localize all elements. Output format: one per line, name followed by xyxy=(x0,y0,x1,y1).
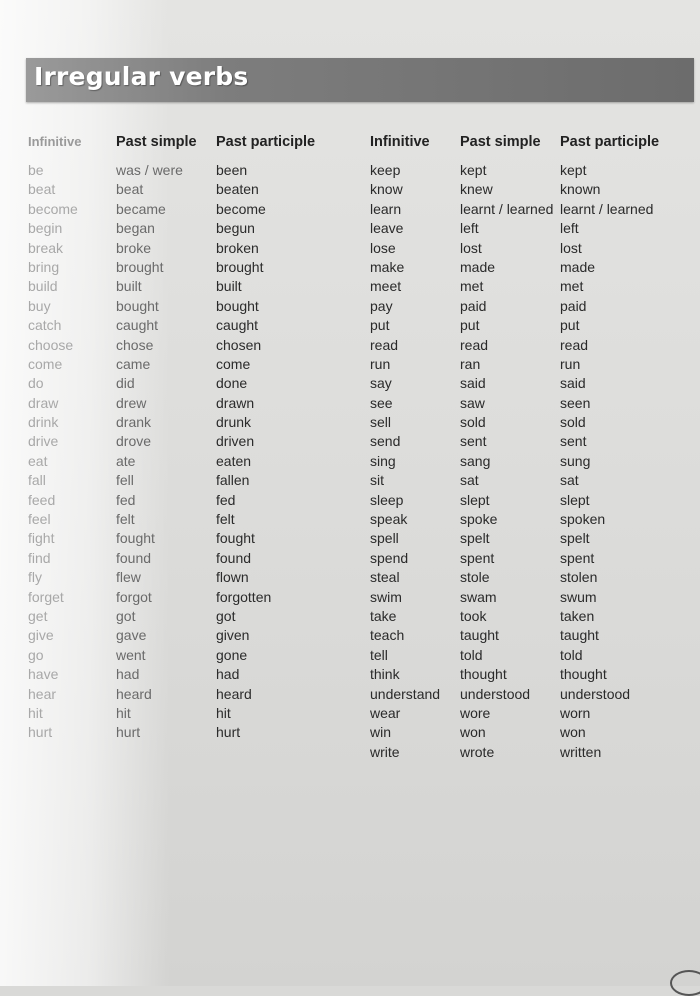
verb-past-participle: run xyxy=(560,355,581,372)
verb-past-participle: slept xyxy=(560,491,590,508)
verb-past-simple: felt xyxy=(116,511,135,528)
verb-past-participle: thought xyxy=(560,666,607,683)
table-row xyxy=(370,472,690,491)
verb-past-participle: seen xyxy=(560,394,591,411)
verb-past-simple: drew xyxy=(116,394,147,411)
table-row xyxy=(28,201,348,220)
table-row xyxy=(370,201,690,220)
table-row xyxy=(370,724,690,743)
verb-past-simple: heard xyxy=(116,685,152,702)
table-row xyxy=(370,686,690,705)
table-row xyxy=(370,259,690,278)
table-row xyxy=(28,686,348,705)
verb-past-participle: flown xyxy=(216,569,249,586)
table-row xyxy=(28,317,348,336)
verb-past-simple: bought xyxy=(116,297,159,314)
table-row xyxy=(28,278,348,297)
table-row xyxy=(28,453,348,472)
verb-past-participle: lost xyxy=(560,239,582,256)
verb-infinitive: buy xyxy=(28,297,51,314)
verb-past-simple: built xyxy=(116,278,142,295)
verb-past-simple: fell xyxy=(116,472,134,489)
verb-past-participle: kept xyxy=(560,162,587,178)
verb-infinitive: catch xyxy=(28,317,62,334)
verb-past-participle: brought xyxy=(216,258,264,275)
header-past-participle: Past participle xyxy=(560,134,660,150)
verb-infinitive: speak xyxy=(370,511,408,528)
verb-past-simple: learnt / learned xyxy=(460,200,554,217)
verb-past-participle: driven xyxy=(216,433,255,450)
verb-past-simple: stole xyxy=(460,569,490,586)
verb-past-simple: hit xyxy=(116,704,131,721)
verb-past-simple: wore xyxy=(460,704,491,721)
verb-infinitive: lose xyxy=(370,239,396,256)
table-row xyxy=(28,414,348,433)
verb-past-simple: broke xyxy=(116,239,152,256)
verb-past-simple: found xyxy=(116,549,152,566)
verb-infinitive: leave xyxy=(370,220,404,237)
verb-infinitive: put xyxy=(370,317,390,334)
verb-infinitive: sit xyxy=(370,472,384,489)
verb-past-simple: began xyxy=(116,220,155,237)
table-row xyxy=(370,511,690,530)
table-row xyxy=(370,647,690,666)
table-row xyxy=(370,550,690,569)
verb-infinitive: beat xyxy=(28,181,56,198)
verb-infinitive: drink xyxy=(28,414,59,431)
verb-infinitive: run xyxy=(370,355,391,372)
verb-past-simple: caught xyxy=(116,317,159,334)
verb-infinitive: find xyxy=(28,549,51,566)
table-row xyxy=(28,492,348,511)
verb-past-simple: thought xyxy=(460,666,507,683)
table-row xyxy=(370,453,690,472)
verb-past-participle: said xyxy=(560,375,586,392)
table-row xyxy=(370,608,690,627)
table-row xyxy=(28,181,348,200)
verb-past-participle: hit xyxy=(216,704,231,721)
page-number-badge xyxy=(670,970,700,996)
verb-past-simple: came xyxy=(116,355,151,372)
verb-past-simple: read xyxy=(460,336,489,353)
verb-past-participle: sat xyxy=(560,472,579,489)
verb-past-simple: slept xyxy=(460,491,490,508)
verb-past-simple: lost xyxy=(460,239,482,256)
verb-past-participle: spent xyxy=(560,549,595,566)
table-row xyxy=(28,356,348,375)
title-banner xyxy=(26,58,694,102)
verb-infinitive: go xyxy=(28,646,44,663)
table-row xyxy=(370,337,690,356)
verb-past-simple: ran xyxy=(460,355,481,372)
verb-past-participle: given xyxy=(216,627,250,644)
table-row xyxy=(28,375,348,394)
verb-infinitive: spell xyxy=(370,530,399,547)
verb-infinitive: fly xyxy=(28,569,42,586)
verb-infinitive: draw xyxy=(28,394,59,411)
verb-past-simple: kept xyxy=(460,162,487,178)
table-row xyxy=(370,414,690,433)
verb-past-participle: spoken xyxy=(560,511,606,528)
verb-past-simple: got xyxy=(116,607,136,624)
verb-infinitive: win xyxy=(370,724,392,741)
verb-past-simple: ate xyxy=(116,452,136,469)
verb-past-simple: taught xyxy=(460,627,499,644)
verb-infinitive: feed xyxy=(28,491,56,508)
header-past-simple: Past simple xyxy=(116,134,197,150)
verb-past-participle: got xyxy=(216,607,236,624)
verb-past-simple: fought xyxy=(116,530,155,547)
header-past-participle: Past participle xyxy=(216,134,316,150)
verb-infinitive: forget xyxy=(28,588,64,605)
verb-infinitive: give xyxy=(28,627,54,644)
verb-past-simple: was / were xyxy=(116,162,183,178)
verb-infinitive: be xyxy=(28,162,44,178)
header-infinitive: Infinitive xyxy=(370,134,430,150)
table-row xyxy=(370,356,690,375)
verb-infinitive: bring xyxy=(28,258,60,275)
verb-past-participle: caught xyxy=(216,317,259,334)
verb-past-participle: written xyxy=(560,743,602,760)
verb-past-participle: known xyxy=(560,181,601,198)
table-row xyxy=(370,162,690,181)
verb-past-simple: hurt xyxy=(116,724,141,741)
verb-past-participle: done xyxy=(216,375,248,392)
verb-past-participle: heard xyxy=(216,685,252,702)
verb-past-participle: gone xyxy=(216,646,248,663)
verb-infinitive: eat xyxy=(28,452,48,469)
verb-past-simple: saw xyxy=(460,394,485,411)
verb-past-participle: found xyxy=(216,549,252,566)
verb-infinitive: fall xyxy=(28,472,46,489)
verb-past-simple: spoke xyxy=(460,511,498,528)
verb-past-simple: left xyxy=(460,220,479,237)
table-row xyxy=(28,472,348,491)
verb-infinitive: see xyxy=(370,394,393,411)
verb-past-participle: sung xyxy=(560,452,591,469)
verb-infinitive: build xyxy=(28,278,58,295)
table-row xyxy=(28,666,348,685)
verb-past-simple: took xyxy=(460,607,487,624)
verb-infinitive: write xyxy=(370,743,400,760)
verb-past-participle: felt xyxy=(216,511,235,528)
verb-infinitive: make xyxy=(370,258,405,275)
table-row xyxy=(370,278,690,297)
table-row xyxy=(370,705,690,724)
verb-past-simple: became xyxy=(116,200,166,217)
table-row xyxy=(370,220,690,239)
verb-past-participle: learnt / learned xyxy=(560,200,654,217)
verb-infinitive: think xyxy=(370,666,400,683)
verb-infinitive: sleep xyxy=(370,491,404,508)
table-row xyxy=(28,705,348,724)
verb-infinitive: take xyxy=(370,607,397,624)
table-row xyxy=(370,433,690,452)
table-row xyxy=(370,375,690,394)
verb-infinitive: sing xyxy=(370,452,396,469)
verb-past-simple: had xyxy=(116,666,140,683)
verb-past-participle: put xyxy=(560,317,580,334)
verb-past-simple: sat xyxy=(460,472,479,489)
verb-infinitive: learn xyxy=(370,200,402,217)
verb-past-participle: become xyxy=(216,200,266,217)
table-row xyxy=(28,550,348,569)
verb-past-simple: gave xyxy=(116,627,147,644)
verb-past-participle: bought xyxy=(216,297,259,314)
table-row xyxy=(28,627,348,646)
verb-infinitive: fight xyxy=(28,530,55,547)
table-row xyxy=(370,744,690,763)
verb-past-participle: begun xyxy=(216,220,255,237)
verb-past-simple: sent xyxy=(460,433,487,450)
verb-past-simple: spelt xyxy=(460,530,490,547)
verb-past-participle: fed xyxy=(216,491,236,508)
verb-past-simple: wrote xyxy=(460,743,495,760)
verb-past-simple: understood xyxy=(460,685,531,702)
verb-past-participle: sent xyxy=(560,433,587,450)
verb-past-simple: went xyxy=(116,646,146,663)
table-row xyxy=(370,181,690,200)
verb-past-participle: won xyxy=(560,724,586,741)
verb-past-simple: paid xyxy=(460,297,487,314)
header-past-simple: Past simple xyxy=(460,134,541,150)
table-row xyxy=(28,724,348,743)
verb-past-simple: did xyxy=(116,375,135,392)
table-row xyxy=(28,530,348,549)
table-row xyxy=(370,317,690,336)
verb-infinitive: wear xyxy=(370,704,401,721)
verb-past-participle: swum xyxy=(560,588,597,605)
verb-infinitive: spend xyxy=(370,549,409,566)
verb-infinitive: say xyxy=(370,375,392,392)
table-row xyxy=(370,569,690,588)
verb-past-simple: forgot xyxy=(116,588,152,605)
verb-past-participle: stolen xyxy=(560,569,598,586)
verb-past-participle: built xyxy=(216,278,242,295)
verb-past-participle: chosen xyxy=(216,336,262,353)
verb-infinitive: steal xyxy=(370,569,400,586)
verb-past-simple: flew xyxy=(116,569,141,586)
verb-infinitive: meet xyxy=(370,278,402,295)
table-row xyxy=(370,492,690,511)
verb-infinitive: hit xyxy=(28,704,43,721)
verb-infinitive: send xyxy=(370,433,401,450)
verb-past-simple: chose xyxy=(116,336,154,353)
table-row xyxy=(370,666,690,685)
verb-past-participle: spelt xyxy=(560,530,590,547)
verb-infinitive: know xyxy=(370,181,403,198)
table-row xyxy=(28,162,348,181)
verb-past-participle: taught xyxy=(560,627,599,644)
table-row xyxy=(28,337,348,356)
verb-infinitive: understand xyxy=(370,685,441,702)
verb-infinitive: feel xyxy=(28,511,51,528)
verb-past-participle: worn xyxy=(560,704,591,721)
table-row xyxy=(28,298,348,317)
verb-past-simple: drank xyxy=(116,414,152,431)
verb-infinitive: get xyxy=(28,607,48,624)
verb-infinitive: drive xyxy=(28,433,59,450)
verb-past-participle: taken xyxy=(560,607,595,624)
verb-past-participle: forgotten xyxy=(216,588,272,605)
verb-infinitive: swim xyxy=(370,588,402,605)
table-row xyxy=(28,589,348,608)
verb-infinitive: have xyxy=(28,666,59,683)
verb-past-participle: sold xyxy=(560,414,586,431)
verb-past-simple: knew xyxy=(460,181,493,198)
table-row xyxy=(28,647,348,666)
verb-infinitive: sell xyxy=(370,414,392,431)
verb-past-participle: read xyxy=(560,336,589,353)
table-row xyxy=(370,395,690,414)
table-row xyxy=(28,395,348,414)
verb-infinitive: do xyxy=(28,375,44,392)
verb-infinitive: break xyxy=(28,239,64,256)
table-row xyxy=(28,569,348,588)
verb-past-simple: sold xyxy=(460,414,486,431)
verb-past-simple: told xyxy=(460,646,483,663)
verb-past-participle: left xyxy=(560,220,579,237)
verb-past-simple: spent xyxy=(460,549,495,566)
verb-infinitive: tell xyxy=(370,646,388,663)
verb-past-simple: put xyxy=(460,317,480,334)
verb-past-participle: fought xyxy=(216,530,255,547)
verb-past-simple: brought xyxy=(116,258,164,275)
verb-past-simple: beat xyxy=(116,181,144,198)
table-row xyxy=(370,627,690,646)
verb-infinitive: hear xyxy=(28,685,57,702)
verb-past-participle: been xyxy=(216,162,248,178)
verb-infinitive: pay xyxy=(370,297,393,314)
verb-past-simple: drove xyxy=(116,433,152,450)
table-row xyxy=(370,589,690,608)
verb-infinitive: read xyxy=(370,336,399,353)
header-infinitive: Infinitive xyxy=(28,134,82,149)
table-row xyxy=(370,298,690,317)
verb-past-simple: won xyxy=(460,724,486,741)
verb-past-participle: drunk xyxy=(216,414,252,431)
verb-infinitive: begin xyxy=(28,220,63,237)
verb-past-simple: sang xyxy=(460,452,491,469)
verb-past-participle: beaten xyxy=(216,181,259,198)
verb-infinitive: keep xyxy=(370,162,401,178)
verb-past-simple: met xyxy=(460,278,484,295)
verb-past-participle: paid xyxy=(560,297,587,314)
table-row xyxy=(28,511,348,530)
verb-rows-left xyxy=(28,162,348,744)
verb-past-participle: told xyxy=(560,646,583,663)
table-row xyxy=(370,240,690,259)
verb-past-participle: drawn xyxy=(216,394,255,411)
verb-past-participle: understood xyxy=(560,685,631,702)
verb-rows-right xyxy=(370,162,690,763)
verb-past-participle: eaten xyxy=(216,452,252,469)
table-row xyxy=(28,220,348,239)
verb-past-participle: hurt xyxy=(216,724,241,741)
verb-past-simple: said xyxy=(460,375,486,392)
verb-past-participle: met xyxy=(560,278,584,295)
verb-past-simple: swam xyxy=(460,588,497,605)
table-row xyxy=(28,608,348,627)
verb-past-participle: come xyxy=(216,355,251,372)
table-row xyxy=(28,259,348,278)
verb-infinitive: come xyxy=(28,355,63,372)
verb-past-participle: made xyxy=(560,258,596,275)
table-row xyxy=(28,240,348,259)
verb-infinitive: become xyxy=(28,200,78,217)
verb-past-participle: had xyxy=(216,666,240,683)
page-title: Irregular verbs xyxy=(34,62,249,91)
verb-past-simple: made xyxy=(460,258,496,275)
verb-infinitive: teach xyxy=(370,627,405,644)
verb-past-participle: fallen xyxy=(216,472,250,489)
verb-past-simple: fed xyxy=(116,491,136,508)
table-row xyxy=(28,433,348,452)
verb-infinitive: choose xyxy=(28,336,74,353)
verb-past-participle: broken xyxy=(216,239,259,256)
table-row xyxy=(370,530,690,549)
verb-infinitive: hurt xyxy=(28,724,53,741)
